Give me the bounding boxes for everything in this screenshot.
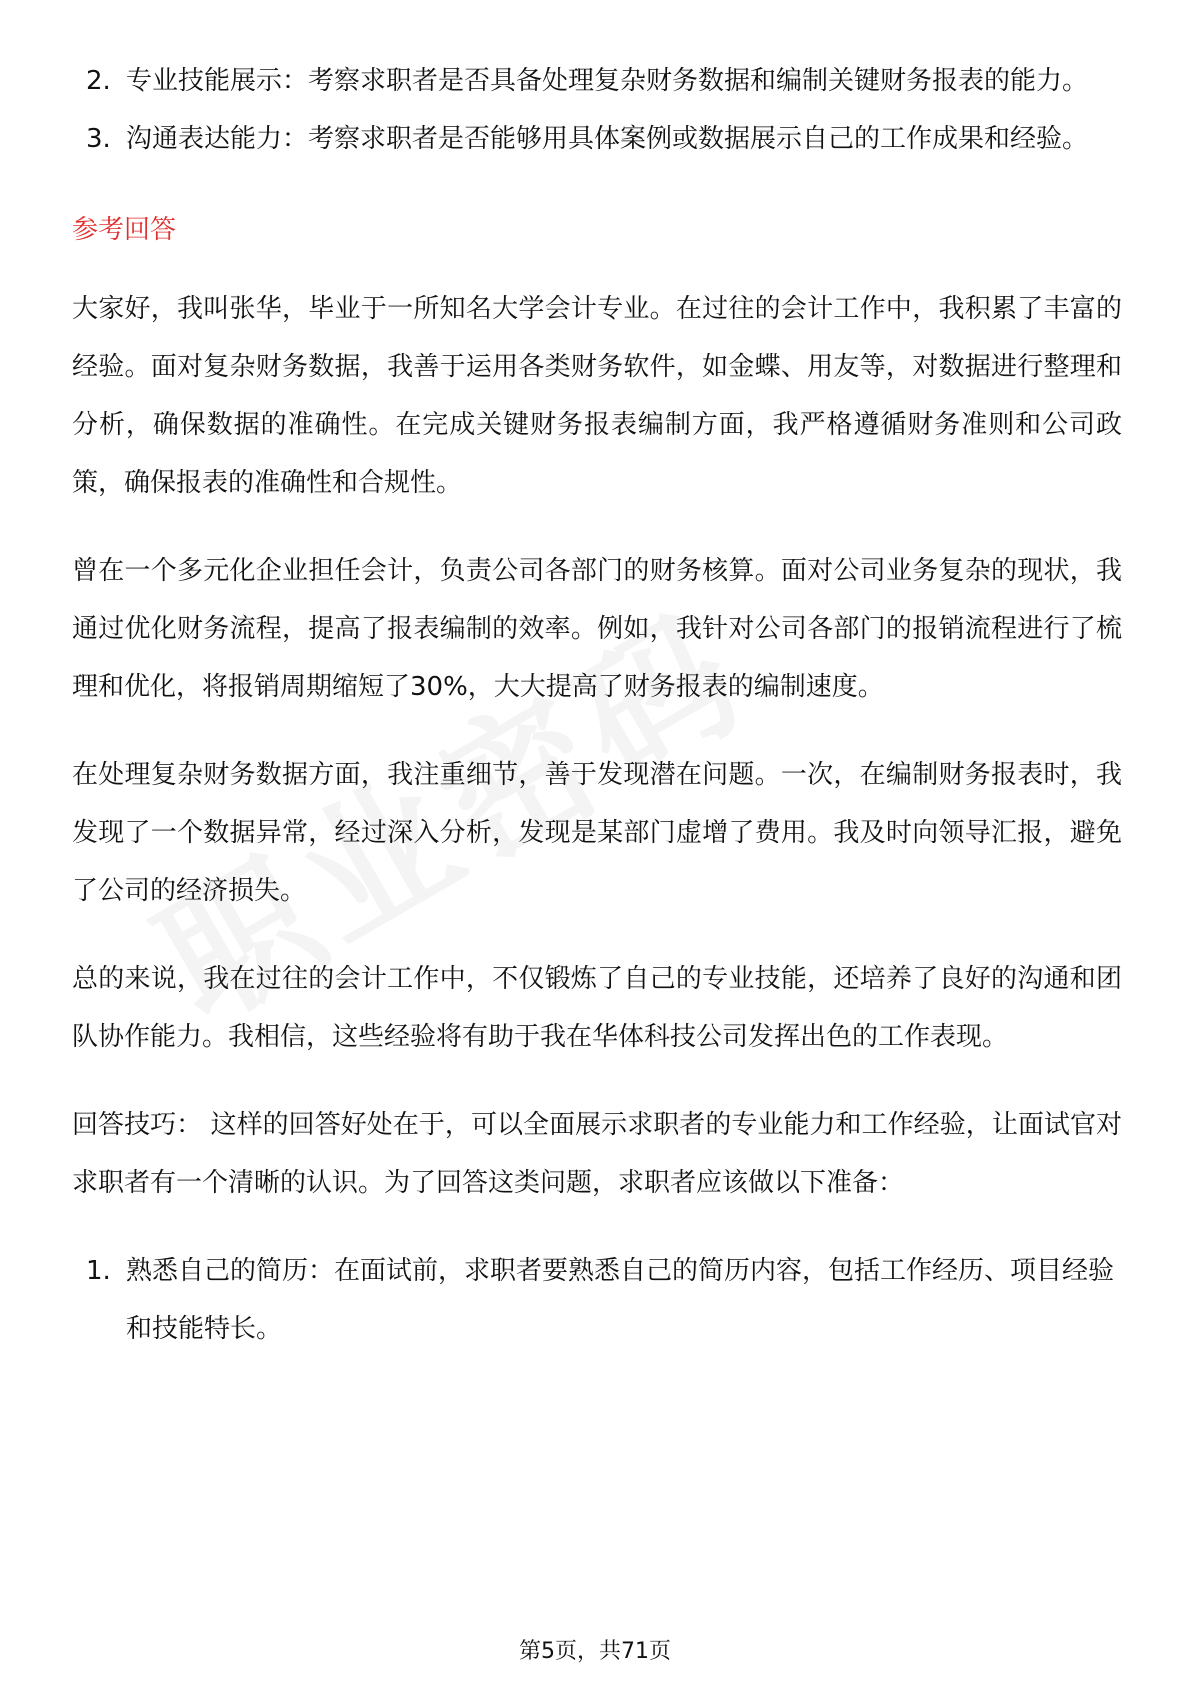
list-text: 熟悉自己的简历：在面试前，求职者要熟悉自己的简历内容，包括工作经历、项目经验和技能特长。 [126,1256,1115,1344]
paragraph: 在处理复杂财务数据方面，我注重细节，善于发现潜在问题。一次，在编制财务报表时，我发现了一个数据异常，经过深入分析，发现是某部门虚增了费用。我及时向领导汇报，避免了公司的经济损失。 [72,760,1122,906]
list-item [72,110,1122,168]
paragraph: 曾在一个多元化企业担任会计，负责公司各部门的财务核算。面对公司业务复杂的现状，我通过优化财务流程，提高了报表编制的效率。例如，我针对公司各部门的报销流程进行了梳理和优化，将报销周期缩短了30%，大大提高了财务报表的编制速度。 [72,556,1122,702]
answer-tips-paragraph: 回答技巧： 这样的回答好处在于，可以全面展示求职者的专业能力和工作经验，让面试官对求职者有一个清晰的认识。为了回答这类问题，求职者应该做以下准备： [72,1110,1122,1198]
criteria-list [72,52,1122,168]
list-item [72,1242,1122,1358]
list-number: 2. [86,66,111,96]
preparation-list [72,1242,1122,1358]
paragraph: 总的来说，我在过往的会计工作中，不仅锻炼了自己的专业技能，还培养了良好的沟通和团队协作能力。我相信，这些经验将有助于我在华体科技公司发挥出色的工作表现。 [72,964,1122,1052]
list-item [72,52,1122,110]
list-number: 3. [86,124,111,154]
list-number: 1. [86,1256,111,1286]
section-heading: 参考回答 [72,215,177,245]
page-content [72,52,1122,1358]
list-text: 沟通表达能力：考察求职者是否能够用具体案例或数据展示自己的工作成果和经验。 [126,124,1089,154]
list-text: 专业技能展示：考察求职者是否具备处理复杂财务数据和编制关键财务报表的能力。 [126,66,1089,96]
paragraph: 大家好，我叫张华，毕业于一所知名大学会计专业。在过往的会计工作中，我积累了丰富的经验。面对复杂财务数据，我善于运用各类财务软件，如金蝶、用友等，对数据进行整理和分析，确保数据的准确性。在完成关键财务报表编制方面，我严格遵循财务准则和公司政策，确保报表的准确性和合规性。 [72,294,1122,498]
page-footer: 第5页，共71页 [519,1639,671,1664]
